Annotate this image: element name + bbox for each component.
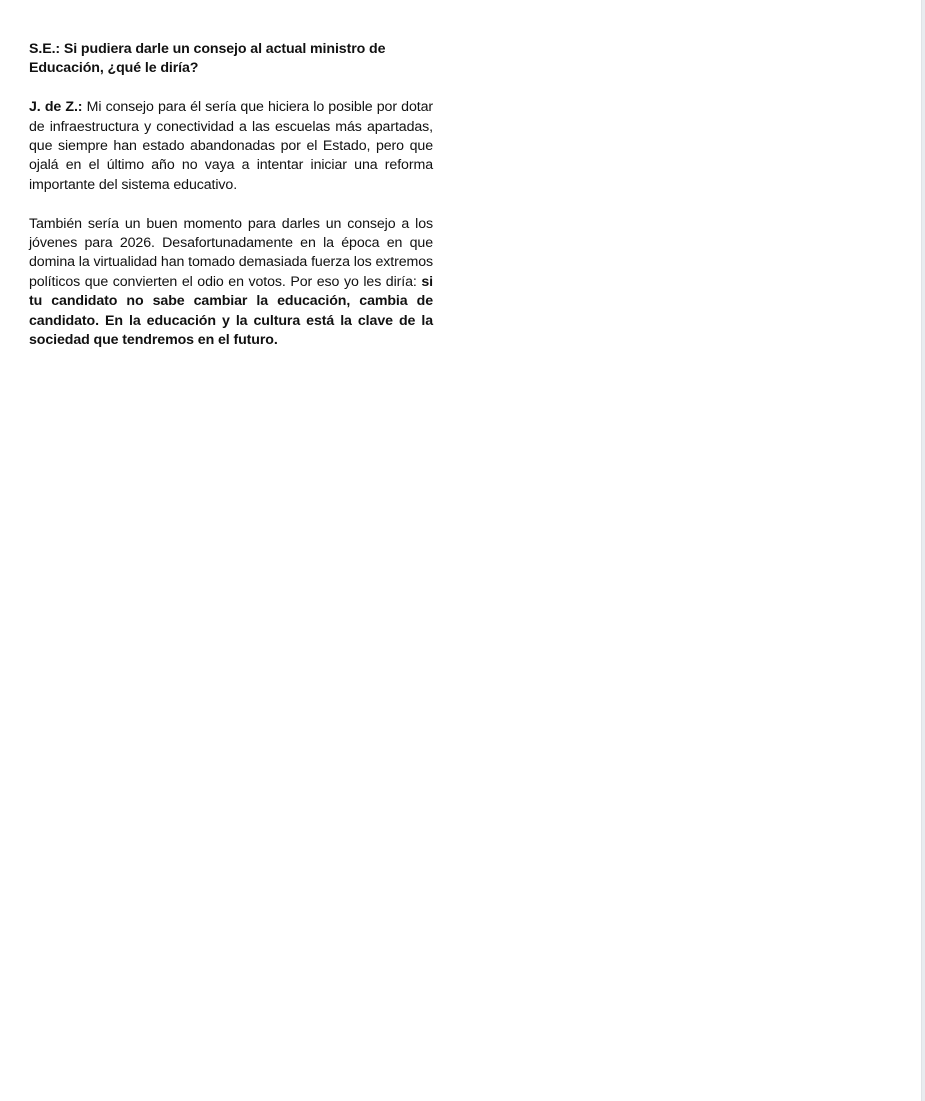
interview-answer — [29, 98, 433, 195]
question-text: Si pudiera darle un consejo al actual ministro de Educación, ¿qué le diría? — [29, 41, 386, 77]
page-edge-divider — [921, 0, 925, 1101]
question-speaker: S.E.: — [29, 41, 61, 57]
followup-paragraph — [29, 215, 433, 351]
interview-question — [29, 40, 433, 79]
text-column — [29, 40, 433, 370]
followup-emphasis: si tu candidato no sabe cambiar la educación, cambia de candidato. En la educación y la cultura está la clave de la sociedad que tendremos en el futuro. — [29, 273, 434, 349]
answer-text: Mi consejo para él sería que hiciera lo posible por dotar de infraestructura y conectividad a las escuelas más apartadas, que siempre han estado abandonadas por el Estado, pero que ojalá en el último año no vaya a intentar iniciar una reforma importante del sistema educativo. — [29, 99, 433, 193]
answer-speaker: J. de Z.: — [29, 99, 83, 116]
followup-text: También sería un buen momento para darles un consejo a los jóvenes para 2026. Desafortunadamente en la época en que domina la virtualidad han tomado demasiada fuerza los extremos políticos que convierten el odio en votos. Por eso yo les diría: — [29, 215, 433, 290]
